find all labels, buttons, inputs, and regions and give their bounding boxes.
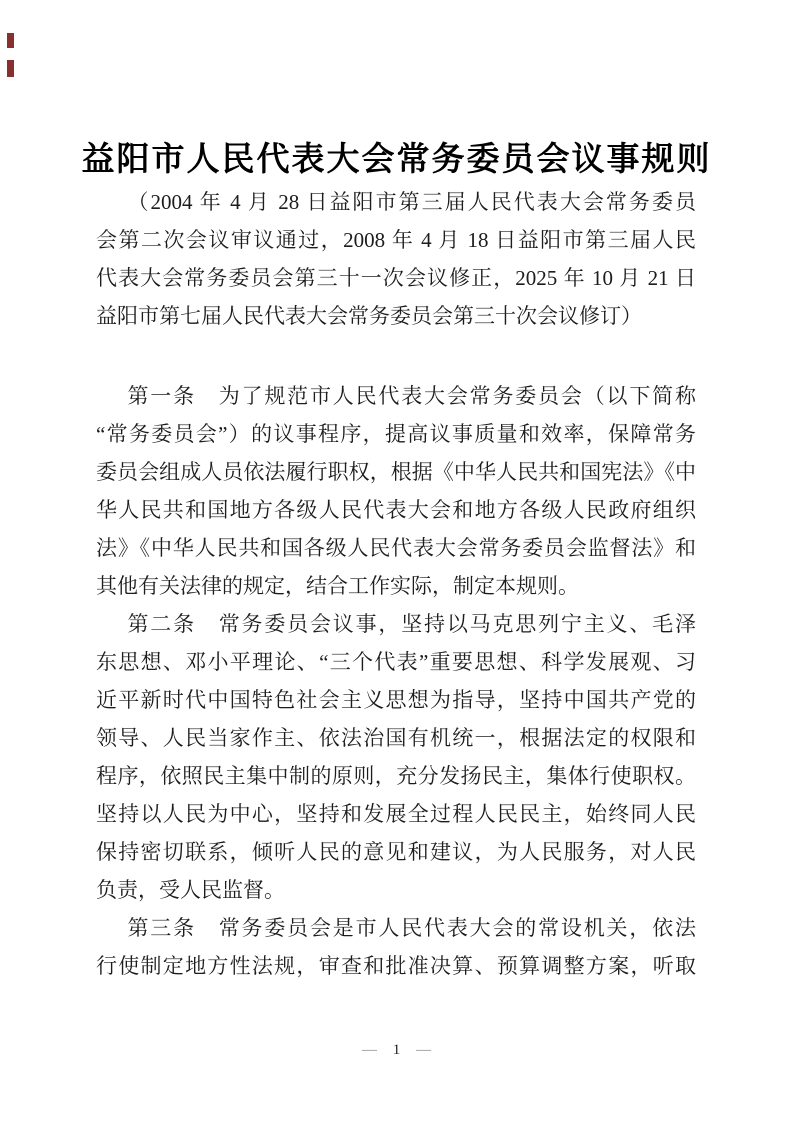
scan-artifact-mark <box>7 33 14 48</box>
body-text-line: 第三条 常务委员会是市人民代表大会的常设机关，依法 <box>127 916 696 940</box>
body-text-line: “常务委员会”）的议事程序，提高议事质量和效率，保障常务 <box>96 422 696 446</box>
page-footer <box>0 1040 793 1060</box>
preamble-line: 代表大会常务委员会第三十一次会议修正，2025 年 10 月 21 日 <box>96 266 696 290</box>
body-text-line: 程序，依照民主集中制的原则，充分发扬民主，集体行使职权。 <box>96 764 696 788</box>
body-text-line: 其他有关法律的规定，结合工作实际，制定本规则。 <box>96 574 579 598</box>
preamble-line: 会第二次会议审议通过，2008 年 4 月 18 日益阳市第三届人民 <box>96 228 696 252</box>
body-text-line: 第一条 为了规范市人民代表大会常务委员会（以下简称 <box>127 384 696 408</box>
body-text-line: 负责，受人民监督。 <box>96 878 285 902</box>
article-paragraph <box>96 377 696 605</box>
body-text-line: 法》《中华人民共和国各级人民代表大会常务委员会监督法》和 <box>96 536 696 560</box>
page-title: 益阳市人民代表大会常务委员会议事规则 <box>81 142 712 178</box>
body-text-line: 坚持以人民为中心，坚持和发展全过程人民民主，始终同人民 <box>96 802 696 826</box>
document-body <box>96 377 696 985</box>
footer-dash-left: — <box>362 1042 377 1058</box>
body-text-line: 行使制定地方性法规，审查和批准决算、预算调整方案，听取 <box>96 954 696 978</box>
body-text-line: 领导、人民当家作主、依法治国有机统一，根据法定的权限和 <box>96 726 696 750</box>
scan-artifact-mark <box>7 60 14 77</box>
body-text-line: 保持密切联系，倾听人民的意见和建议，为人民服务，对人民 <box>96 840 696 864</box>
footer-dash-right: — <box>416 1042 431 1058</box>
preamble-line: （2004 年 4 月 28 日益阳市第三届人民代表大会常务委员 <box>127 190 696 214</box>
body-text-line: 华人民共和国地方各级人民代表大会和地方各级人民政府组织 <box>96 498 696 522</box>
page-number: 1 <box>392 1042 401 1058</box>
body-text-line: 近平新时代中国特色社会主义思想为指导，坚持中国共产党的 <box>96 688 696 712</box>
body-text-line: 委员会组成人员依法履行职权，根据《中华人民共和国宪法》《中 <box>96 460 696 484</box>
body-text-line: 东思想、邓小平理论、“三个代表”重要思想、科学发展观、习 <box>96 650 696 674</box>
article-paragraph <box>96 909 696 985</box>
preamble-paragraph <box>96 183 696 335</box>
article-paragraph <box>96 605 696 909</box>
preamble-line: 益阳市第七届人民代表大会常务委员会第三十次会议修订） <box>96 304 642 328</box>
body-text-line: 第二条 常务委员会议事，坚持以马克思列宁主义、毛泽 <box>127 612 696 636</box>
